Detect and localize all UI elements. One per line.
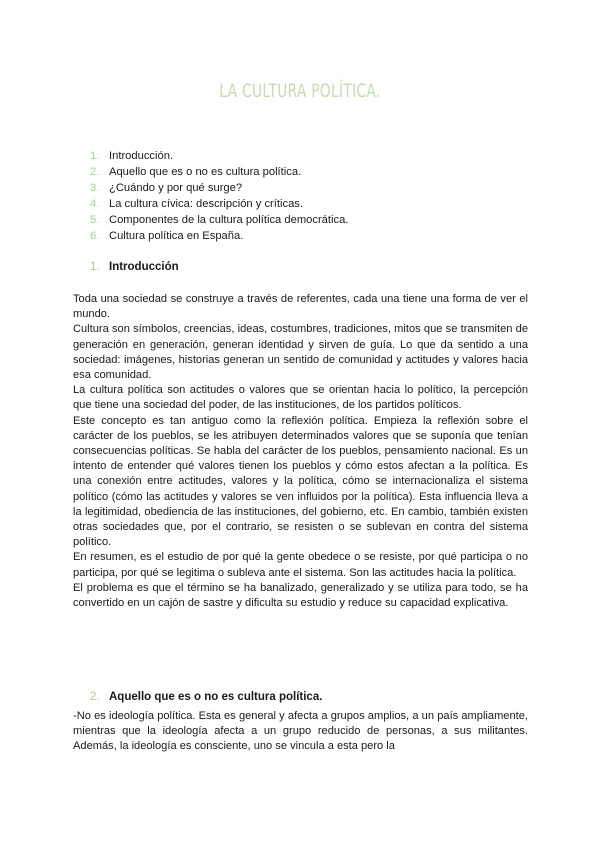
toc-item <box>90 196 348 212</box>
toc-text: Aquello que es o no es cultura política. <box>109 166 302 178</box>
section-body-introduccion <box>73 292 528 611</box>
toc-number: 5. <box>90 214 100 226</box>
toc-item <box>90 148 348 164</box>
paragraph: Toda una sociedad se construye a través de referentes, cada una tiene una forma de ver el mundo. <box>73 293 528 321</box>
section-heading-text: Aquello que es o no es cultura política. <box>109 691 323 703</box>
section-number: 2. <box>90 691 100 703</box>
toc-number: 6. <box>90 230 100 242</box>
section-heading-text: Introducción <box>109 261 179 273</box>
paragraph: Este concepto es tan antiguo como la reflexión política. Empieza la reflexión sobre el carácter de los pueblos, se les atribuyen determinados valores que se suponía que tenían consecuencias políticas. Se habla del carácter de los pueblos, pensamiento nacional. Es un intento de entender qué valores tienen los pueblos y cómo estos afectan a la política. Es una conexión entre actitudes, valores y la política, cómo se internacionaliza el sistema político (cómo las actitudes y valores se ven influidos por la política). Esta influencia lleva a la legitimidad, obediencia de las instituciones, del gobierno, etc. En cambio, también existen otras sociedades que, por el contrario, se resisten o se sublevan en contra del sistema político. <box>73 414 528 549</box>
toc-text: La cultura cívica: descripción y críticas. <box>109 198 303 210</box>
section-number: 1. <box>90 261 100 273</box>
toc-text: ¿Cuándo y por qué surge? <box>109 182 243 194</box>
toc-number: 4. <box>90 198 100 210</box>
toc-item <box>90 180 348 196</box>
toc-text: Componentes de la cultura política democrática. <box>109 214 349 226</box>
toc-number: 2. <box>90 166 100 178</box>
toc-number: 3. <box>90 182 100 194</box>
section-body-cultura-politica <box>73 709 528 755</box>
paragraph: La cultura política son actitudes o valores que se orientan hacia lo político, la percepción que tiene una sociedad del poder, de las instituciones, de los partidos políticos. <box>73 384 528 412</box>
toc-text: Introducción. <box>109 150 174 162</box>
toc-item <box>90 228 348 244</box>
table-of-contents <box>90 148 348 244</box>
paragraph: Cultura son símbolos, creencias, ideas, costumbres, tradiciones, mitos que se transmiten de generación en generación, generan identidad y sirven de guía. Lo que da sentido a una sociedad: imágenes, historias generan un sentido de comunidad y actitudes y valores hacia esa comunidad. <box>73 323 528 382</box>
section-heading-introduccion <box>90 261 179 273</box>
toc-number: 1. <box>90 150 100 162</box>
toc-text: Cultura política en España. <box>109 230 244 242</box>
document-title: LA CULTURA POLÍTICA. <box>219 80 381 102</box>
section-heading-cultura-politica <box>90 691 322 703</box>
paragraph: El problema es que el término se ha banalizado, generalizado y se utiliza para todo, se ha convertido en un cajón de sastre y dificulta su estudio y reduce su capacidad explicativa. <box>73 581 528 610</box>
toc-item <box>90 164 348 180</box>
toc-item <box>90 212 348 228</box>
paragraph: -No es ideología política. Esta es general y afecta a grupos amplios, a un país ampliamente, mientras que la ideología afecta a un grupo reducido de personas, a sus militantes. Además, la ideología es consciente, uno se vincula a esta pero la <box>73 710 528 753</box>
paragraph: En resumen, es el estudio de por qué la gente obedece o se resiste, por qué participa o no participa, por qué se legitima o subleva ante el sistema. Son las actitudes hacia la política. <box>73 551 528 579</box>
